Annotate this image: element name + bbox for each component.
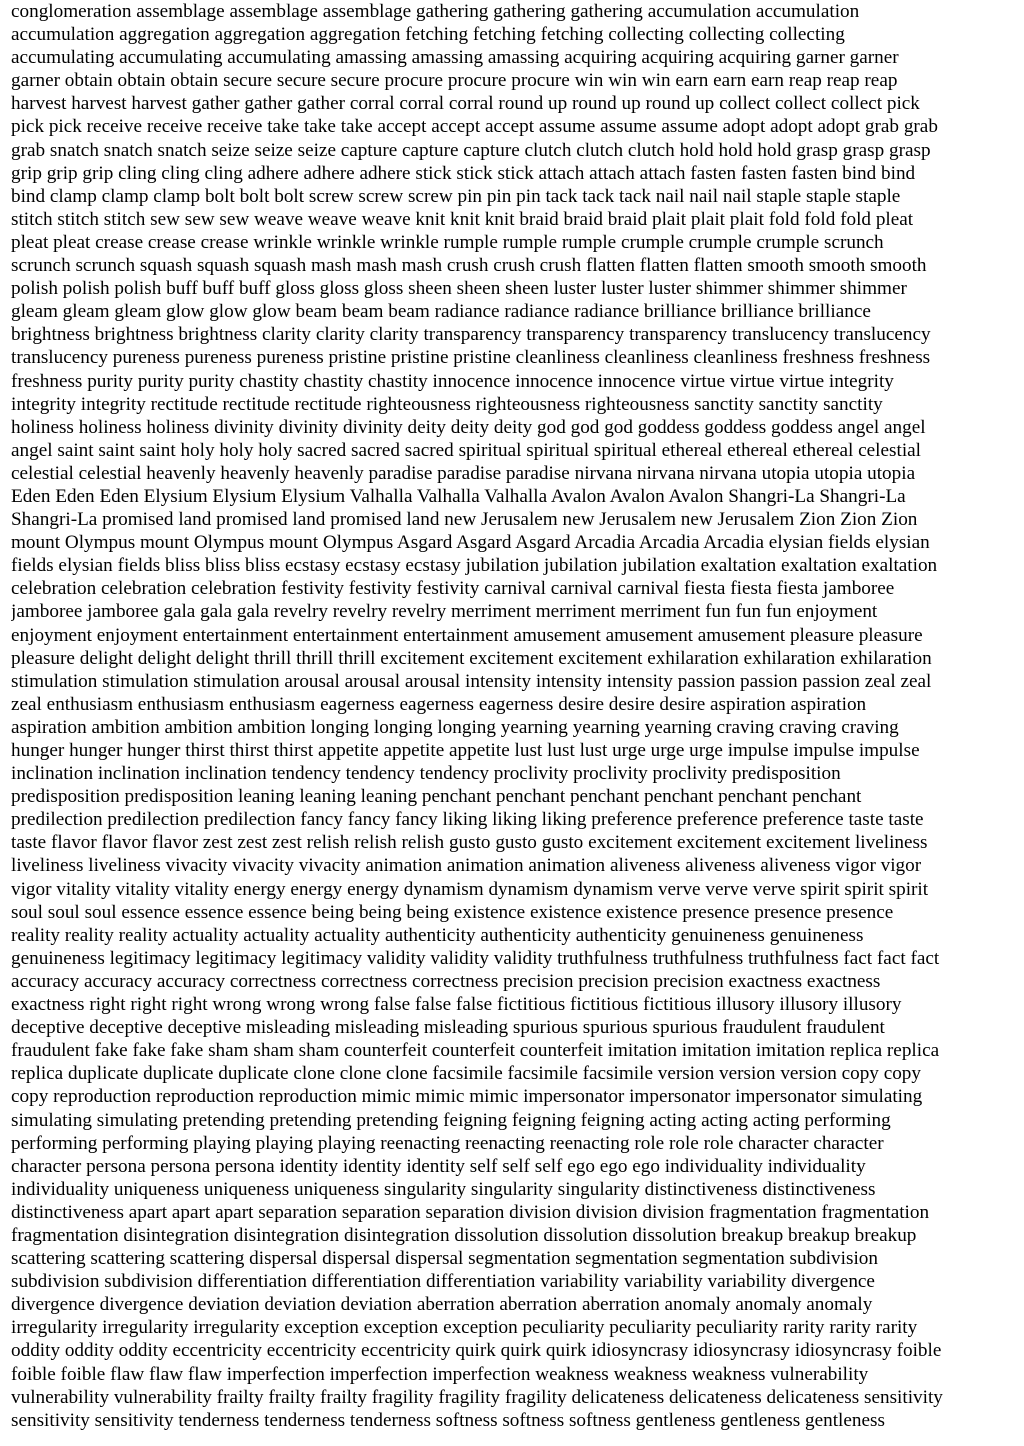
text-line: simulating simulating pretending pretending pretending feigning feigning feigning acting acting acting performing xyxy=(11,1109,891,1131)
text-line: pleat pleat crease crease crease wrinkle wrinkle wrinkle rumple rumple rumple crumple crumple crumple scrunch xyxy=(11,231,884,253)
text-line: oddity oddity oddity eccentricity eccentricity eccentricity quirk quirk quirk idiosyncrasy idiosyncrasy idiosyncrasy foible xyxy=(11,1340,942,1362)
text-line: stimulation stimulation stimulation arousal arousal arousal intensity intensity intensity passion passion passion zeal zeal xyxy=(11,670,932,692)
text-line: scattering scattering scattering dispersal dispersal dispersal segmentation segmentation segmentation subdivision xyxy=(11,1248,878,1270)
text-line: conglomeration assemblage assemblage assemblage gathering gathering gathering accumulation accumulation xyxy=(11,1,860,22)
text-line: hunger hunger hunger thirst thirst thirst appetite appetite appetite lust lust lust urge urge urge impulse impulse impulse xyxy=(11,740,920,761)
text-line: character persona persona persona identity identity identity self self self ego ego ego individuality individuality xyxy=(11,1155,866,1177)
text-line: fraudulent fake fake fake sham sham sham counterfeit counterfeit counterfeit imitation imitation imitation replica replica xyxy=(11,1040,940,1062)
text-line: predilection predilection predilection fancy fancy fancy liking liking liking preference preference preference taste taste xyxy=(11,809,924,831)
text-line: zeal enthusiasm enthusiasm enthusiasm eagerness eagerness eagerness desire desire desire aspiration aspiration xyxy=(11,693,867,715)
text-line: harvest harvest harvest gather gather gather corral corral corral round up round up round up collect collect collect pick xyxy=(11,93,920,115)
text-line: pleasure delight delight delight thrill thrill thrill excitement excitement excitement exhilaration exhilaration exhilaration xyxy=(11,647,932,669)
text-line: mount Olympus mount Olympus mount Olympus Asgard Asgard Asgard Arcadia Arcadia Arcadia elysian fields elysian xyxy=(11,532,930,554)
text-line: exactness right right right wrong wrong wrong false false false fictitious fictitious fictitious illusory illusory illusory xyxy=(11,994,902,1016)
text-line: genuineness legitimacy legitimacy legitimacy validity validity validity truthfulness truthfulness truthfulness fact fact fact xyxy=(11,947,940,969)
text-line: irregularity irregularity irregularity exception exception exception peculiarity peculiarity peculiarity rarity rarity rarity xyxy=(11,1317,918,1339)
text-line: fragmentation disintegration disintegration disintegration dissolution dissolution dissolution breakup breakup breakup xyxy=(11,1224,917,1246)
text-line: subdivision subdivision differentiation differentiation differentiation variability variability variability divergence xyxy=(11,1271,875,1293)
text-line: translucency pureness pureness pureness pristine pristine pristine cleanliness cleanliness cleanliness freshness freshness xyxy=(11,347,931,369)
text-line: copy reproduction reproduction reproduction mimic mimic mimic impersonator impersonator impersonator simulating xyxy=(11,1086,923,1108)
text-line: enjoyment enjoyment entertainment entertainment entertainment amusement amusement amusement pleasure pleasure xyxy=(11,624,923,646)
text-line: grip grip grip cling cling cling adhere adhere adhere stick stick stick attach attach attach fasten fasten fasten bind bind xyxy=(11,162,916,184)
text-line: accuracy accuracy accuracy correctness correctness correctness precision precision precision exactness exactness xyxy=(11,970,881,992)
text-line: celebration celebration celebration festivity festivity festivity carnival carnival carnival fiesta fiesta fiesta jamboree xyxy=(11,578,895,600)
text-line: individuality uniqueness uniqueness uniqueness singularity singularity singularity distinctiveness distinctiveness xyxy=(11,1178,876,1200)
text-line: performing performing playing playing playing reenacting reenacting reenacting role role role character character xyxy=(11,1132,884,1154)
text-line: distinctiveness apart apart apart separation separation separation division division division fragmentation fragmentation xyxy=(11,1201,930,1223)
text-line: accumulation aggregation aggregation aggregation fetching fetching fetching collecting collecting collecting xyxy=(11,24,845,46)
text-line: vigor vitality vitality vitality energy energy energy dynamism dynamism dynamism verve verve verve spirit spirit spirit xyxy=(11,878,929,900)
text-line: taste flavor flavor flavor zest zest zest relish relish relish gusto gusto gusto excitement excitement excitement liveliness xyxy=(11,832,928,854)
text-line: grab snatch snatch snatch seize seize seize capture capture capture clutch clutch clutch hold hold hold grasp grasp grasp xyxy=(11,139,931,161)
text-line: stitch stitch stitch sew sew sew weave weave weave knit knit knit braid braid braid plait plait plait fold fold fold pleat xyxy=(11,208,914,230)
text-line: foible foible flaw flaw flaw imperfection imperfection imperfection weakness weakness weakness vulnerability xyxy=(11,1363,869,1385)
text-line: reality reality reality actuality actuality actuality authenticity authenticity authenticity genuineness genuineness xyxy=(11,924,864,946)
text-line: brightness brightness brightness clarity clarity clarity transparency transparency transparency translucency translucency xyxy=(11,324,931,346)
text-line: replica duplicate duplicate duplicate clone clone clone facsimile facsimile facsimile version version version copy copy xyxy=(11,1063,921,1085)
text-line: Eden Eden Eden Elysium Elysium Elysium Valhalla Valhalla Valhalla Avalon Avalon Avalon Shangri-La Shangri-La xyxy=(11,485,906,507)
text-line: aspiration ambition ambition ambition longing longing longing yearning yearning yearning craving craving craving xyxy=(11,716,899,738)
text-line: sensitivity sensitivity tenderness tenderness tenderness softness softness softness gentleness gentleness gentleness xyxy=(11,1409,885,1431)
text-line xyxy=(11,1432,1016,1446)
text-line: integrity integrity rectitude rectitude rectitude righteousness righteousness righteousness sanctity sanctity sanctity xyxy=(11,393,883,415)
text-line: Shangri-La promised land promised land promised land new Jerusalem new Jerusalem new Jerusalem Zion Zion Zion xyxy=(11,509,918,531)
text-line: liveliness liveliness vivacity vivacity vivacity animation animation animation aliveness aliveness aliveness vigor vigor xyxy=(11,855,922,877)
text-line: deceptive deceptive deceptive misleading misleading misleading spurious spurious spurious fraudulent fraudulent xyxy=(11,1017,885,1039)
text-line: accumulating accumulating accumulating amassing amassing amassing acquiring acquiring acquiring garner garner xyxy=(11,47,899,69)
text-line: bind clamp clamp clamp bolt bolt bolt screw screw screw pin pin pin tack tack tack nail nail nail staple staple staple xyxy=(11,185,901,207)
text-line: divergence divergence deviation deviation deviation aberration aberration aberration anomaly anomaly anomaly xyxy=(11,1294,873,1316)
text-line: fields elysian fields bliss bliss bliss ecstasy ecstasy ecstasy jubilation jubilation jubilation exaltation exaltation exaltation xyxy=(11,555,938,577)
text-line: jamboree jamboree gala gala gala revelry revelry revelry merriment merriment merriment fun fun fun enjoyment xyxy=(11,601,878,623)
text-line: angel saint saint saint holy holy holy sacred sacred sacred spiritual spiritual spiritual ethereal ethereal ethereal celestial xyxy=(11,439,921,461)
text-line: pick pick receive receive receive take take take accept accept accept assume assume assume adopt adopt adopt grab grab xyxy=(11,116,938,138)
text-line: gleam gleam gleam glow glow glow beam beam beam radiance radiance radiance brilliance brilliance brilliance xyxy=(11,301,871,323)
text-line: predisposition predisposition leaning leaning leaning penchant penchant penchant penchant penchant penchant xyxy=(11,786,862,808)
text-line: scrunch scrunch squash squash squash mash mash mash crush crush crush flatten flatten flatten smooth smooth smooth xyxy=(11,255,927,277)
text-line: vulnerability vulnerability frailty frailty frailty fragility fragility fragility delicateness delicateness delicateness sensitivity xyxy=(11,1386,943,1408)
text-line: polish polish polish buff buff buff gloss gloss gloss sheen sheen sheen luster luster luster shimmer shimmer shimmer xyxy=(11,278,907,300)
text-line: celestial celestial heavenly heavenly heavenly paradise paradise paradise nirvana nirvana nirvana utopia utopia utopia xyxy=(11,462,916,484)
text-line: garner obtain obtain obtain secure secure secure procure procure procure win win win earn earn earn reap reap reap xyxy=(11,70,898,92)
text-line: soul soul soul essence essence essence being being being existence existence existence presence presence presence xyxy=(11,901,894,923)
text-line: holiness holiness holiness divinity divinity divinity deity deity deity god god god goddess goddess goddess angel angel xyxy=(11,416,926,438)
text-line: freshness purity purity purity chastity chastity chastity innocence innocence innocence virtue virtue virtue integrity xyxy=(11,370,894,392)
text-line: inclination inclination inclination tendency tendency tendency proclivity proclivity proclivity predisposition xyxy=(11,763,841,785)
